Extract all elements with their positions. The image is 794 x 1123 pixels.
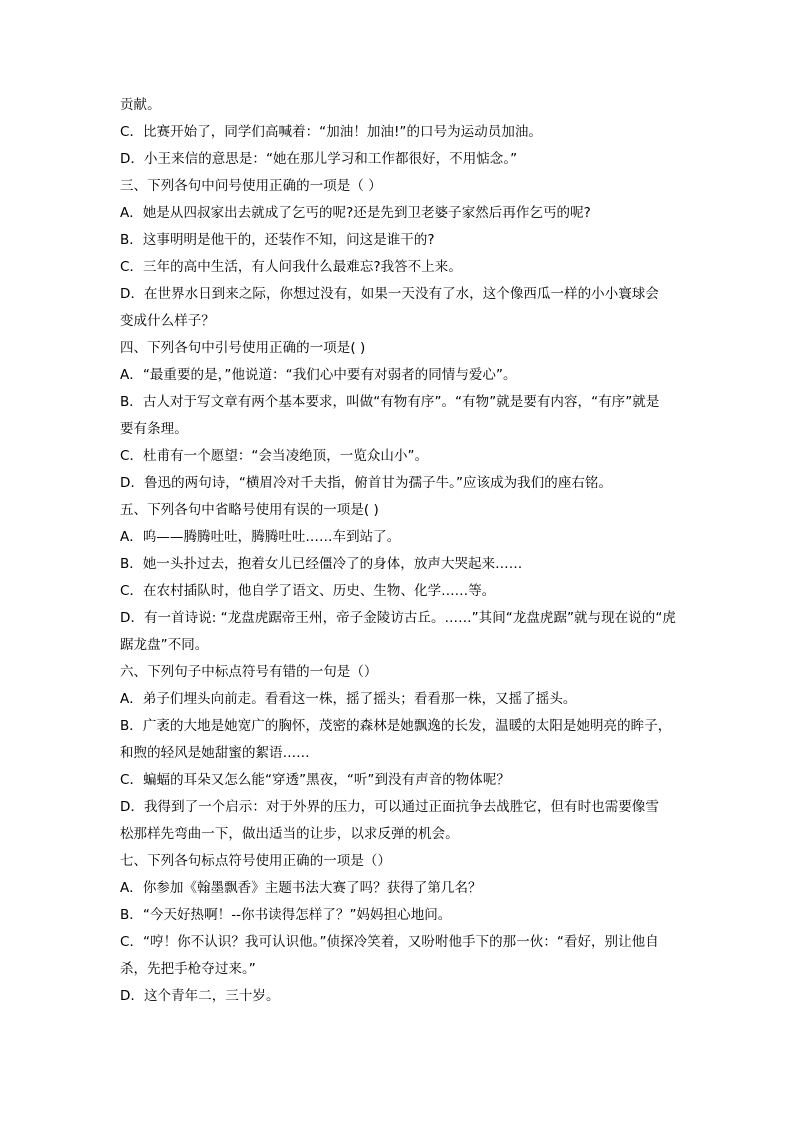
text-line: 变成什么样子？: [120, 313, 215, 329]
text-line: C．蝙蝠的耳朵又怎么能“穿透”黑夜，“听”到没有声音的物体呢？: [120, 772, 510, 788]
question-heading: 六、下列句子中标点符号有错的一句是（）: [120, 664, 378, 680]
text-line: B．她一头扑过去，抱着女儿已经僵冷了的身体，放声大哭起来……: [120, 556, 523, 572]
text-line: A．呜——腾腾吐吐，腾腾吐吐……车到站了。: [120, 529, 401, 545]
text-line: C．三年的高中生活，有人问我什么最难忘?我答不上来。: [120, 259, 462, 275]
text-line: 踞龙盘”不同。: [120, 637, 209, 653]
text-line: 和煦的轻风是她甜蜜的絮语……: [120, 745, 310, 761]
question-heading: 七、下列各句标点符号使用正确的一项是（）: [120, 853, 391, 869]
text-line: B．广袤的大地是她宽广的胸怀，茂密的森林是她飘逸的长发，温暖的太阳是她明亮的眸子，: [120, 718, 672, 734]
text-line: B．这事明明是他干的，还装作不知，问这是谁干的?: [120, 232, 435, 248]
text-line: D．小王来信的意思是：“她在那儿学习和工作都很好，不用惦念。”: [120, 151, 518, 167]
text-line: 松那样先弯曲一下，做出适当的让步，以求反弹的机会。: [120, 826, 459, 842]
text-line: C．比赛开始了，同学们高喊着：“加油！加油!”的口号为运动员加油。: [120, 124, 542, 140]
text-line: A．“最重要的是，”他说道：“我们心中要有对弱者的同情与爱心”。: [120, 367, 517, 383]
text-line: A．她是从四叔家出去就成了乞丐的呢?还是先到卫老婆子家然后再作乞丐的呢?: [120, 205, 591, 221]
text-line: C．在农村插队时，他自学了语文、历史、生物、化学……等。: [120, 583, 496, 599]
question-heading: 五、下列各句中省略号使用有误的一项是( ): [120, 502, 379, 518]
text-line: 杀，先把手枪夺过来。”: [120, 961, 256, 977]
text-line: C．“哼！你不认识？我可认识他。”侦探冷笑着，又吩咐他手下的那一伙：“看好，别让他自: [120, 934, 659, 950]
text-line: D．鲁迅的两句诗，“横眉冷对千夫指，俯首甘为孺子牛。”应该成为我们的座右铭。: [120, 475, 613, 491]
text-line: D．这个青年二，三十岁。: [120, 988, 280, 1004]
text-line: 贡献。: [120, 97, 161, 113]
text-line: D．有一首诗说: “龙盘虎踞帝王州，帝子金陵访古丘。……”其间“龙盘虎踞”就与现在说的“虎: [120, 610, 676, 626]
document-body: [120, 92, 685, 1010]
text-line: 要有条理。: [120, 421, 188, 437]
question-heading: 四、下列各句中引号使用正确的一项是( ): [120, 340, 366, 356]
text-line: B．“今天好热啊！--你书读得怎样了？”妈妈担心地问。: [120, 907, 452, 923]
text-line: B．古人对于写文章有两个基本要求，叫做“有物有序”。“有物”就是要有内容，“有序”就是: [120, 394, 660, 410]
text-line: A．弟子们埋头向前走。看看这一株，摇了摇头；看看那一株，又摇了摇头。: [120, 691, 577, 707]
text-line: C．杜甫有一个愿望：“会当凌绝顶，一览众山小”。: [120, 448, 429, 464]
text-line: D．我得到了一个启示：对于外界的压力，可以通过正面抗争去战胜它，但有时也需要像雪: [120, 799, 659, 815]
text-line: D．在世界水日到来之际，你想过没有，如果一天没有了水，这个像西瓜一样的小小寰球会: [120, 286, 659, 302]
question-heading: 三、下列各句中问号使用正确的一项是（ ）: [120, 178, 382, 194]
text-line: A．你参加《翰墨飘香》主题书法大赛了吗？获得了第几名？: [120, 880, 482, 896]
